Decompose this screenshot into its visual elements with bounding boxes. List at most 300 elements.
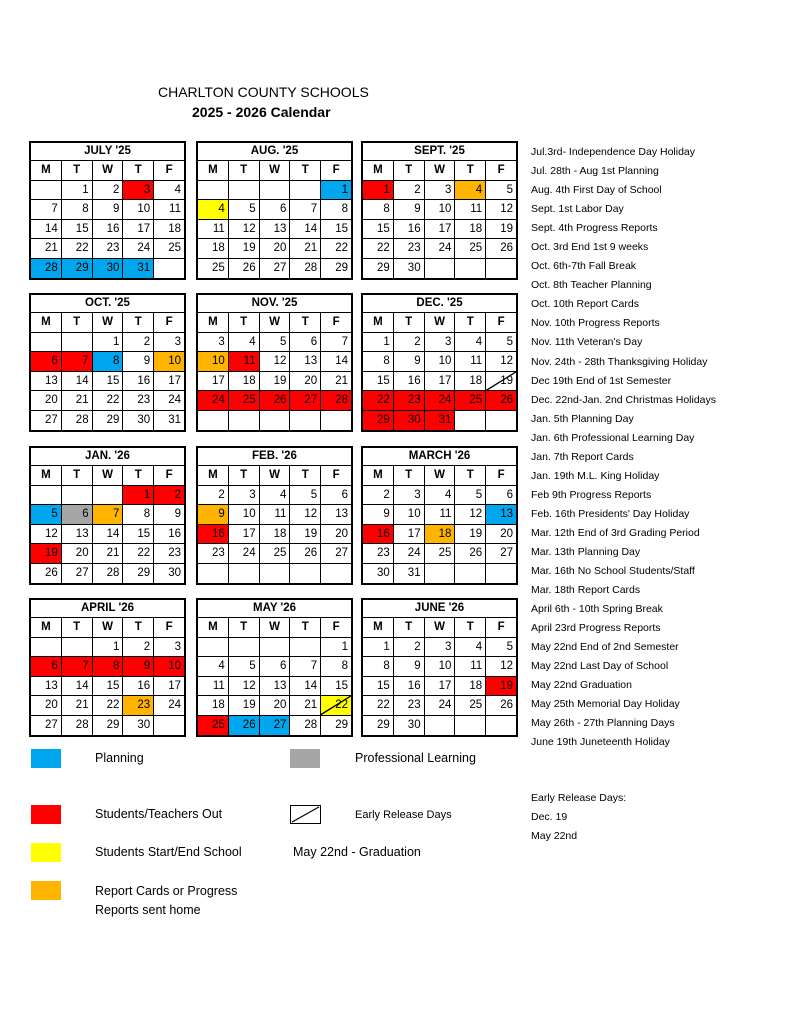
day-cell	[260, 220, 291, 239]
day-cell	[486, 333, 516, 352]
day-number: 29	[137, 566, 151, 579]
day-number: 16	[106, 222, 120, 235]
day-cell	[394, 259, 425, 278]
day-cell	[486, 657, 516, 676]
day-cell	[394, 564, 425, 583]
weekday-label: W	[260, 161, 291, 180]
day-cell	[62, 716, 93, 735]
week-row	[198, 200, 351, 220]
day-number: 16	[212, 527, 225, 540]
day-cell	[198, 525, 229, 544]
day-cell	[486, 696, 516, 715]
day-number: 6	[506, 488, 513, 501]
day-cell	[154, 333, 184, 352]
day-number: 1	[143, 488, 151, 501]
day-number: 4	[475, 640, 483, 653]
day-number: 24	[438, 394, 452, 407]
day-cell	[31, 486, 62, 505]
day-cell	[455, 716, 486, 735]
day-number: 27	[45, 413, 58, 426]
day-cell	[425, 411, 456, 430]
weekday-label: F	[332, 316, 340, 328]
day-number: 1	[383, 640, 390, 653]
day-number: 12	[242, 222, 256, 235]
week-row	[198, 696, 351, 716]
day-number: 27	[335, 547, 348, 560]
day-cell	[425, 544, 456, 563]
day-number: 7	[310, 203, 318, 216]
event-item: Jul.3rd- Independence Day Holiday	[531, 146, 696, 158]
day-cell	[486, 564, 516, 583]
day-cell	[455, 372, 486, 391]
day-cell	[425, 638, 456, 657]
week-row	[363, 411, 516, 430]
weekday-label: W	[93, 466, 124, 485]
day-number: 14	[45, 222, 58, 235]
day-number: 8	[383, 203, 390, 216]
day-cell	[321, 372, 351, 391]
day-cell	[198, 716, 229, 735]
event-item: Jan. 19th M.L. King Holiday	[531, 469, 660, 482]
weekday-label: M	[198, 161, 229, 180]
weekday-label: T	[394, 313, 425, 332]
day-cell	[31, 239, 62, 258]
event-item: Nov. 11th Veteran's Day	[531, 336, 643, 349]
day-cell	[455, 544, 486, 563]
weekday-label: F	[497, 621, 505, 633]
day-number: 5	[506, 335, 513, 348]
day-cell	[154, 352, 184, 371]
day-cell	[321, 200, 351, 219]
week-row	[31, 638, 184, 658]
day-cell	[62, 564, 93, 583]
day-cell	[486, 638, 516, 657]
day-number: 5	[506, 640, 513, 653]
day-number: 15	[377, 679, 390, 692]
day-cell	[154, 220, 184, 239]
day-cell	[198, 411, 229, 430]
week-row	[198, 657, 351, 677]
day-number: 17	[407, 527, 421, 540]
day-cell	[123, 677, 154, 696]
day-number: 26	[469, 547, 483, 560]
week-row	[363, 525, 516, 545]
day-cell	[123, 486, 154, 505]
day-cell	[198, 486, 229, 505]
day-cell	[394, 696, 425, 715]
day-cell	[260, 411, 291, 430]
day-number: 12	[500, 355, 513, 368]
day-number: 5	[475, 488, 483, 501]
event-item: April 23rd Progress Reports	[531, 622, 661, 635]
day-number: 16	[137, 374, 151, 387]
day-number: 10	[438, 355, 452, 368]
day-cell	[455, 638, 486, 657]
weekday-label: F	[165, 621, 173, 633]
day-cell	[290, 677, 321, 696]
week-row	[198, 391, 351, 411]
week-row	[363, 677, 516, 697]
day-number: 24	[242, 547, 256, 560]
day-number: 28	[304, 718, 318, 731]
day-number: 11	[470, 660, 483, 673]
day-cell	[93, 220, 124, 239]
day-cell	[123, 505, 154, 524]
day-number: 29	[75, 261, 89, 274]
month-name: DEC. '25	[363, 295, 516, 313]
day-number: 31	[168, 413, 181, 426]
report-cards-swatch	[31, 881, 61, 900]
day-number: 30	[407, 261, 421, 274]
weekday-header-row	[363, 161, 516, 181]
day-number: 19	[273, 374, 287, 387]
day-cell	[31, 200, 62, 219]
day-number: 2	[414, 640, 421, 653]
day-cell	[486, 259, 516, 278]
day-cell	[394, 333, 425, 352]
day-cell	[154, 391, 184, 410]
day-cell	[154, 486, 184, 505]
day-cell	[321, 638, 351, 657]
day-cell	[290, 220, 321, 239]
day-number: 21	[75, 699, 89, 712]
day-number: 20	[500, 527, 513, 540]
day-cell	[455, 391, 486, 410]
day-cell	[394, 638, 425, 657]
day-cell	[93, 411, 124, 430]
day-cell	[229, 239, 260, 258]
weekday-header-row	[198, 618, 351, 638]
day-cell	[290, 239, 321, 258]
day-cell	[123, 638, 154, 657]
day-cell	[93, 696, 124, 715]
weekday-label: F	[497, 164, 505, 176]
day-number: 18	[212, 699, 225, 712]
event-item: Jan. 6th Professional Learning Day	[531, 431, 695, 444]
day-number: 17	[137, 222, 151, 235]
weekday-label: M	[198, 618, 229, 637]
day-number: 24	[212, 394, 225, 407]
week-row	[31, 696, 184, 716]
legend-graduation-label: May 22nd - Graduation	[293, 845, 421, 859]
day-number: 5	[249, 203, 256, 216]
day-cell	[425, 505, 456, 524]
day-number: 23	[407, 242, 421, 255]
day-cell	[455, 677, 486, 696]
day-cell	[394, 181, 425, 200]
day-number: 30	[137, 413, 151, 426]
day-cell	[62, 411, 93, 430]
weekday-label: W	[93, 161, 124, 180]
weekday-label: W	[425, 618, 456, 637]
event-item: Feb 9th Progress Reports	[531, 488, 652, 501]
early-release-date: May 22nd	[531, 830, 578, 842]
day-number: 10	[407, 508, 421, 521]
day-number: 9	[383, 508, 390, 521]
day-number: 9	[414, 203, 421, 216]
day-cell	[198, 352, 229, 371]
day-cell	[229, 181, 260, 200]
week-row	[363, 333, 516, 353]
day-cell	[321, 525, 351, 544]
day-number: 15	[106, 679, 120, 692]
day-number: 12	[500, 203, 513, 216]
day-cell	[455, 411, 486, 430]
day-number: 28	[304, 261, 318, 274]
day-cell	[394, 220, 425, 239]
day-number: 8	[341, 203, 348, 216]
day-cell	[260, 486, 291, 505]
day-number: 27	[273, 718, 287, 731]
event-item: May 22nd Graduation	[531, 679, 632, 692]
day-cell	[321, 486, 351, 505]
month-name: AUG. '25	[198, 143, 351, 161]
day-number: 27	[304, 394, 318, 407]
day-number: 2	[414, 335, 421, 348]
weekday-label: M	[31, 313, 62, 332]
day-cell	[486, 200, 516, 219]
weekday-label: W	[425, 161, 456, 180]
day-cell	[425, 259, 456, 278]
day-number: 17	[438, 374, 452, 387]
day-number: 7	[310, 660, 318, 673]
day-cell	[455, 525, 486, 544]
day-number: 22	[335, 699, 348, 712]
day-cell	[260, 352, 291, 371]
weekday-label: T	[290, 466, 321, 485]
week-row	[198, 564, 351, 583]
day-number: 25	[212, 718, 225, 731]
day-cell	[93, 259, 124, 278]
day-cell	[486, 352, 516, 371]
day-cell	[62, 333, 93, 352]
day-cell	[486, 411, 516, 430]
month-calendar	[29, 598, 186, 737]
day-cell	[31, 564, 62, 583]
day-number: 22	[106, 394, 120, 407]
weekday-label: M	[363, 466, 394, 485]
week-row	[363, 200, 516, 220]
event-item: Oct. 8th Teacher Planning	[531, 279, 652, 292]
weekday-label: T	[123, 618, 154, 637]
weekday-label: T	[290, 313, 321, 332]
planning-swatch	[31, 749, 61, 768]
day-number: 12	[500, 660, 513, 673]
week-row	[198, 372, 351, 392]
day-number: 19	[242, 242, 256, 255]
day-number: 22	[137, 547, 151, 560]
day-cell	[260, 716, 291, 735]
day-number: 11	[212, 222, 225, 235]
day-number: 5	[279, 335, 287, 348]
day-cell	[154, 239, 184, 258]
month-calendar	[361, 141, 518, 280]
day-cell	[123, 181, 154, 200]
week-row	[198, 239, 351, 259]
week-row	[363, 181, 516, 201]
day-cell	[198, 220, 229, 239]
day-number: 30	[106, 261, 120, 274]
day-number: 30	[377, 566, 390, 579]
day-cell	[62, 657, 93, 676]
weekday-label: W	[260, 618, 291, 637]
day-cell	[394, 239, 425, 258]
week-row	[31, 505, 184, 525]
month-calendar	[196, 446, 353, 585]
day-cell	[123, 564, 154, 583]
day-cell	[31, 716, 62, 735]
day-cell	[363, 525, 394, 544]
day-number: 16	[407, 679, 421, 692]
day-cell	[321, 181, 351, 200]
day-cell	[198, 544, 229, 563]
day-cell	[31, 657, 62, 676]
day-cell	[229, 677, 260, 696]
day-number: 2	[414, 183, 421, 196]
day-number: 11	[169, 203, 181, 216]
day-cell	[31, 544, 62, 563]
day-cell	[290, 200, 321, 219]
day-cell	[455, 220, 486, 239]
day-cell	[394, 544, 425, 563]
day-number: 1	[82, 183, 89, 196]
day-cell	[321, 657, 351, 676]
day-number: 4	[218, 660, 225, 673]
day-number: 27	[500, 547, 513, 560]
day-cell	[425, 486, 456, 505]
day-cell	[321, 505, 351, 524]
day-number: 31	[137, 261, 151, 274]
day-number: 26	[45, 566, 58, 579]
day-number: 23	[407, 699, 421, 712]
day-cell	[260, 657, 291, 676]
day-cell	[455, 239, 486, 258]
weekday-header-row	[31, 618, 184, 638]
day-number: 6	[51, 355, 58, 368]
day-number: 14	[106, 527, 120, 540]
day-number: 10	[242, 508, 256, 521]
day-number: 16	[407, 374, 421, 387]
day-cell	[62, 220, 93, 239]
day-cell	[455, 505, 486, 524]
day-cell	[455, 181, 486, 200]
day-number: 2	[143, 335, 151, 348]
week-row	[31, 486, 184, 506]
day-cell	[31, 220, 62, 239]
day-number: 11	[212, 679, 225, 692]
day-cell	[62, 200, 93, 219]
day-number: 10	[137, 203, 151, 216]
day-cell	[31, 505, 62, 524]
day-number: 22	[377, 699, 390, 712]
week-row	[363, 716, 516, 735]
week-row	[198, 486, 351, 506]
day-cell	[154, 657, 184, 676]
day-cell	[290, 391, 321, 410]
day-number: 26	[273, 394, 287, 407]
weekday-label: F	[497, 316, 505, 328]
day-cell	[154, 372, 184, 391]
day-cell	[455, 352, 486, 371]
week-row	[31, 259, 184, 278]
day-cell	[31, 333, 62, 352]
day-number: 7	[82, 355, 89, 368]
day-number: 22	[377, 394, 390, 407]
day-cell	[394, 525, 425, 544]
day-cell	[62, 239, 93, 258]
week-row	[363, 505, 516, 525]
week-row	[198, 505, 351, 525]
event-item: May 26th - 27th Planning Days	[531, 717, 675, 730]
week-row	[31, 391, 184, 411]
weekday-label: T	[229, 466, 260, 485]
day-cell	[31, 411, 62, 430]
day-number: 29	[106, 718, 120, 731]
day-number: 26	[500, 394, 513, 407]
day-cell	[394, 716, 425, 735]
day-cell	[290, 333, 321, 352]
early-release-days-title: Early Release Days:	[531, 792, 627, 804]
day-cell	[198, 657, 229, 676]
weekday-header-row	[31, 313, 184, 333]
day-number: 6	[279, 660, 287, 673]
day-cell	[394, 677, 425, 696]
students-teachers-out-swatch	[31, 805, 61, 824]
day-cell	[229, 259, 260, 278]
day-number: 14	[304, 679, 318, 692]
week-row	[363, 638, 516, 658]
day-number: 3	[218, 335, 225, 348]
day-number: 11	[470, 203, 483, 216]
day-number: 4	[475, 183, 483, 196]
day-cell	[93, 716, 124, 735]
month-name: FEB. '26	[198, 448, 351, 466]
month-calendar	[361, 293, 518, 432]
day-number: 10	[168, 355, 181, 368]
day-number: 29	[106, 413, 120, 426]
day-number: 28	[75, 413, 89, 426]
day-cell	[229, 638, 260, 657]
calendar-title: 2025 - 2026 Calendar	[192, 104, 331, 120]
day-cell	[229, 544, 260, 563]
day-number: 19	[469, 527, 483, 540]
day-number: 7	[82, 660, 89, 673]
day-number: 12	[242, 679, 256, 692]
day-cell	[198, 200, 229, 219]
day-cell	[62, 259, 93, 278]
day-number: 15	[377, 222, 390, 235]
day-cell	[321, 544, 351, 563]
week-row	[31, 677, 184, 697]
day-cell	[198, 181, 229, 200]
week-row	[198, 259, 351, 278]
day-cell	[62, 505, 93, 524]
day-cell	[154, 259, 184, 278]
day-number: 22	[75, 242, 89, 255]
week-row	[363, 486, 516, 506]
month-name: JULY '25	[31, 143, 184, 161]
day-number: 21	[304, 242, 318, 255]
month-calendar	[361, 446, 518, 585]
day-number: 25	[273, 547, 287, 560]
day-cell	[363, 200, 394, 219]
day-number: 17	[168, 374, 181, 387]
day-number: 13	[335, 508, 348, 521]
day-number: 8	[143, 508, 151, 521]
day-cell	[93, 352, 124, 371]
day-cell	[31, 259, 62, 278]
day-number: 25	[168, 242, 181, 255]
